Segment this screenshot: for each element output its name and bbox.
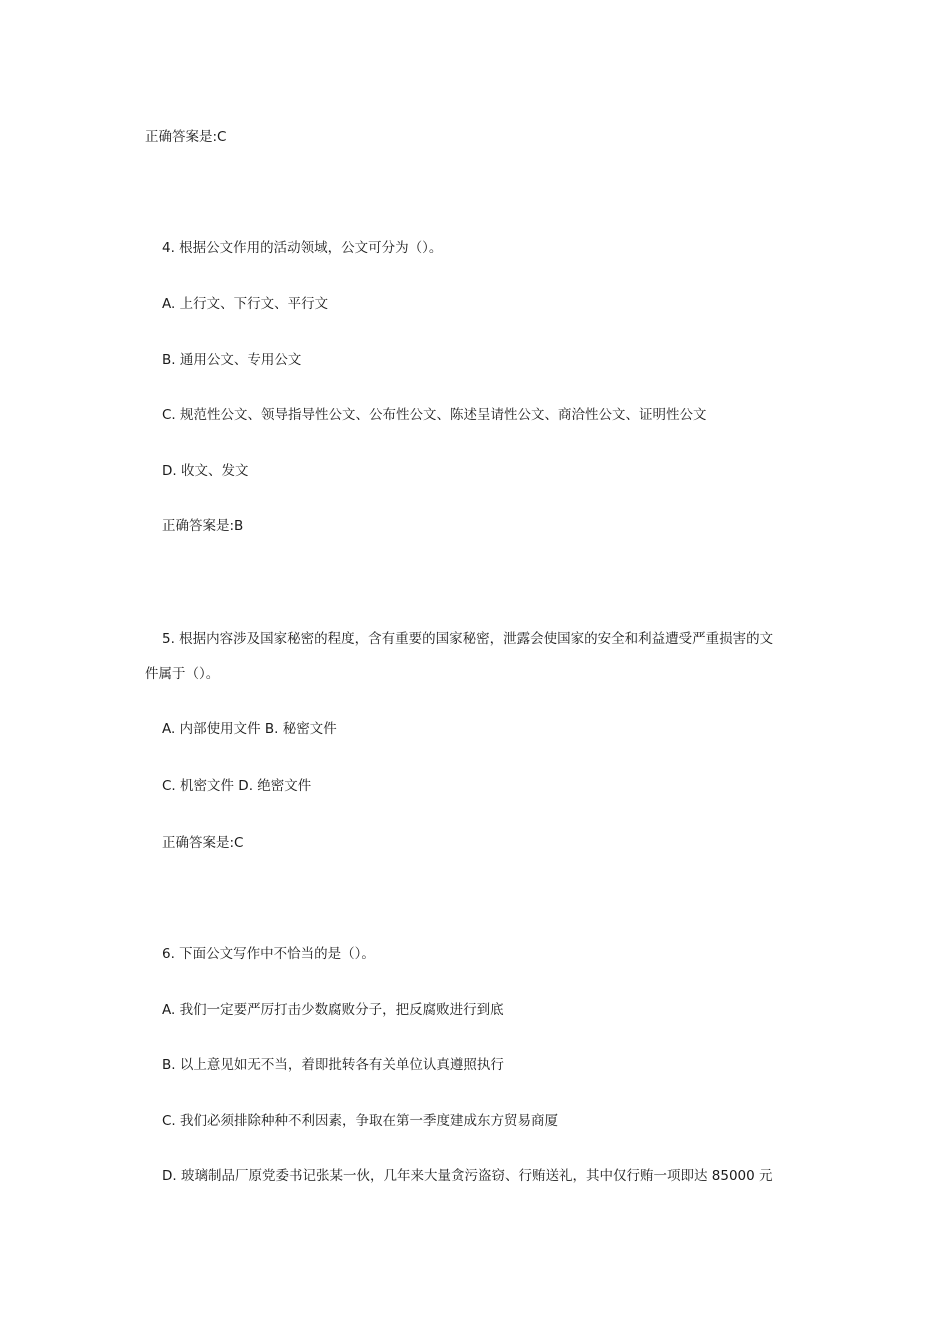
question-4-option-c: C. 规范性公文、领导指导性公文、公布性公文、陈述呈请性公文、商洽性公文、证明性公文	[162, 407, 707, 423]
prev-answer: 正确答案是:C	[145, 129, 227, 145]
question-4-stem: 4. 根据公文作用的活动领域，公文可分为（）。	[162, 240, 443, 256]
question-5-option-cd: C. 机密文件 D. 绝密文件	[162, 778, 312, 794]
question-5-stem-line-1: 5. 根据内容涉及国家秘密的程度，含有重要的国家秘密，泄露会使国家的安全和利益遭受严重损害的文	[162, 631, 774, 647]
question-5-option-ab: A. 内部使用文件 B. 秘密文件	[162, 721, 337, 737]
question-5-stem-line-2: 件属于（）。	[145, 666, 220, 682]
question-4-option-b: B. 通用公文、专用公文	[162, 352, 302, 368]
question-5-answer: 正确答案是:C	[162, 835, 244, 851]
question-4-option-d: D. 收文、发文	[162, 463, 249, 479]
question-6-option-d: D. 玻璃制品厂原党委书记张某一伙，几年来大量贪污盗窃、行贿送礼，其中仅行贿一项即达 85000 元	[162, 1168, 773, 1184]
question-4-option-a: A. 上行文、下行文、平行文	[162, 296, 329, 312]
question-6-option-c: C. 我们必须排除种种不利因素，争取在第一季度建成东方贸易商厦	[162, 1113, 559, 1129]
question-6-option-b: B. 以上意见如无不当，着即批转各有关单位认真遵照执行	[162, 1057, 504, 1073]
question-6-option-a: A. 我们一定要严厉打击少数腐败分子，把反腐败进行到底	[162, 1002, 504, 1018]
question-4-answer: 正确答案是:B	[162, 518, 244, 534]
question-6-stem: 6. 下面公文写作中不恰当的是（）。	[162, 946, 375, 962]
